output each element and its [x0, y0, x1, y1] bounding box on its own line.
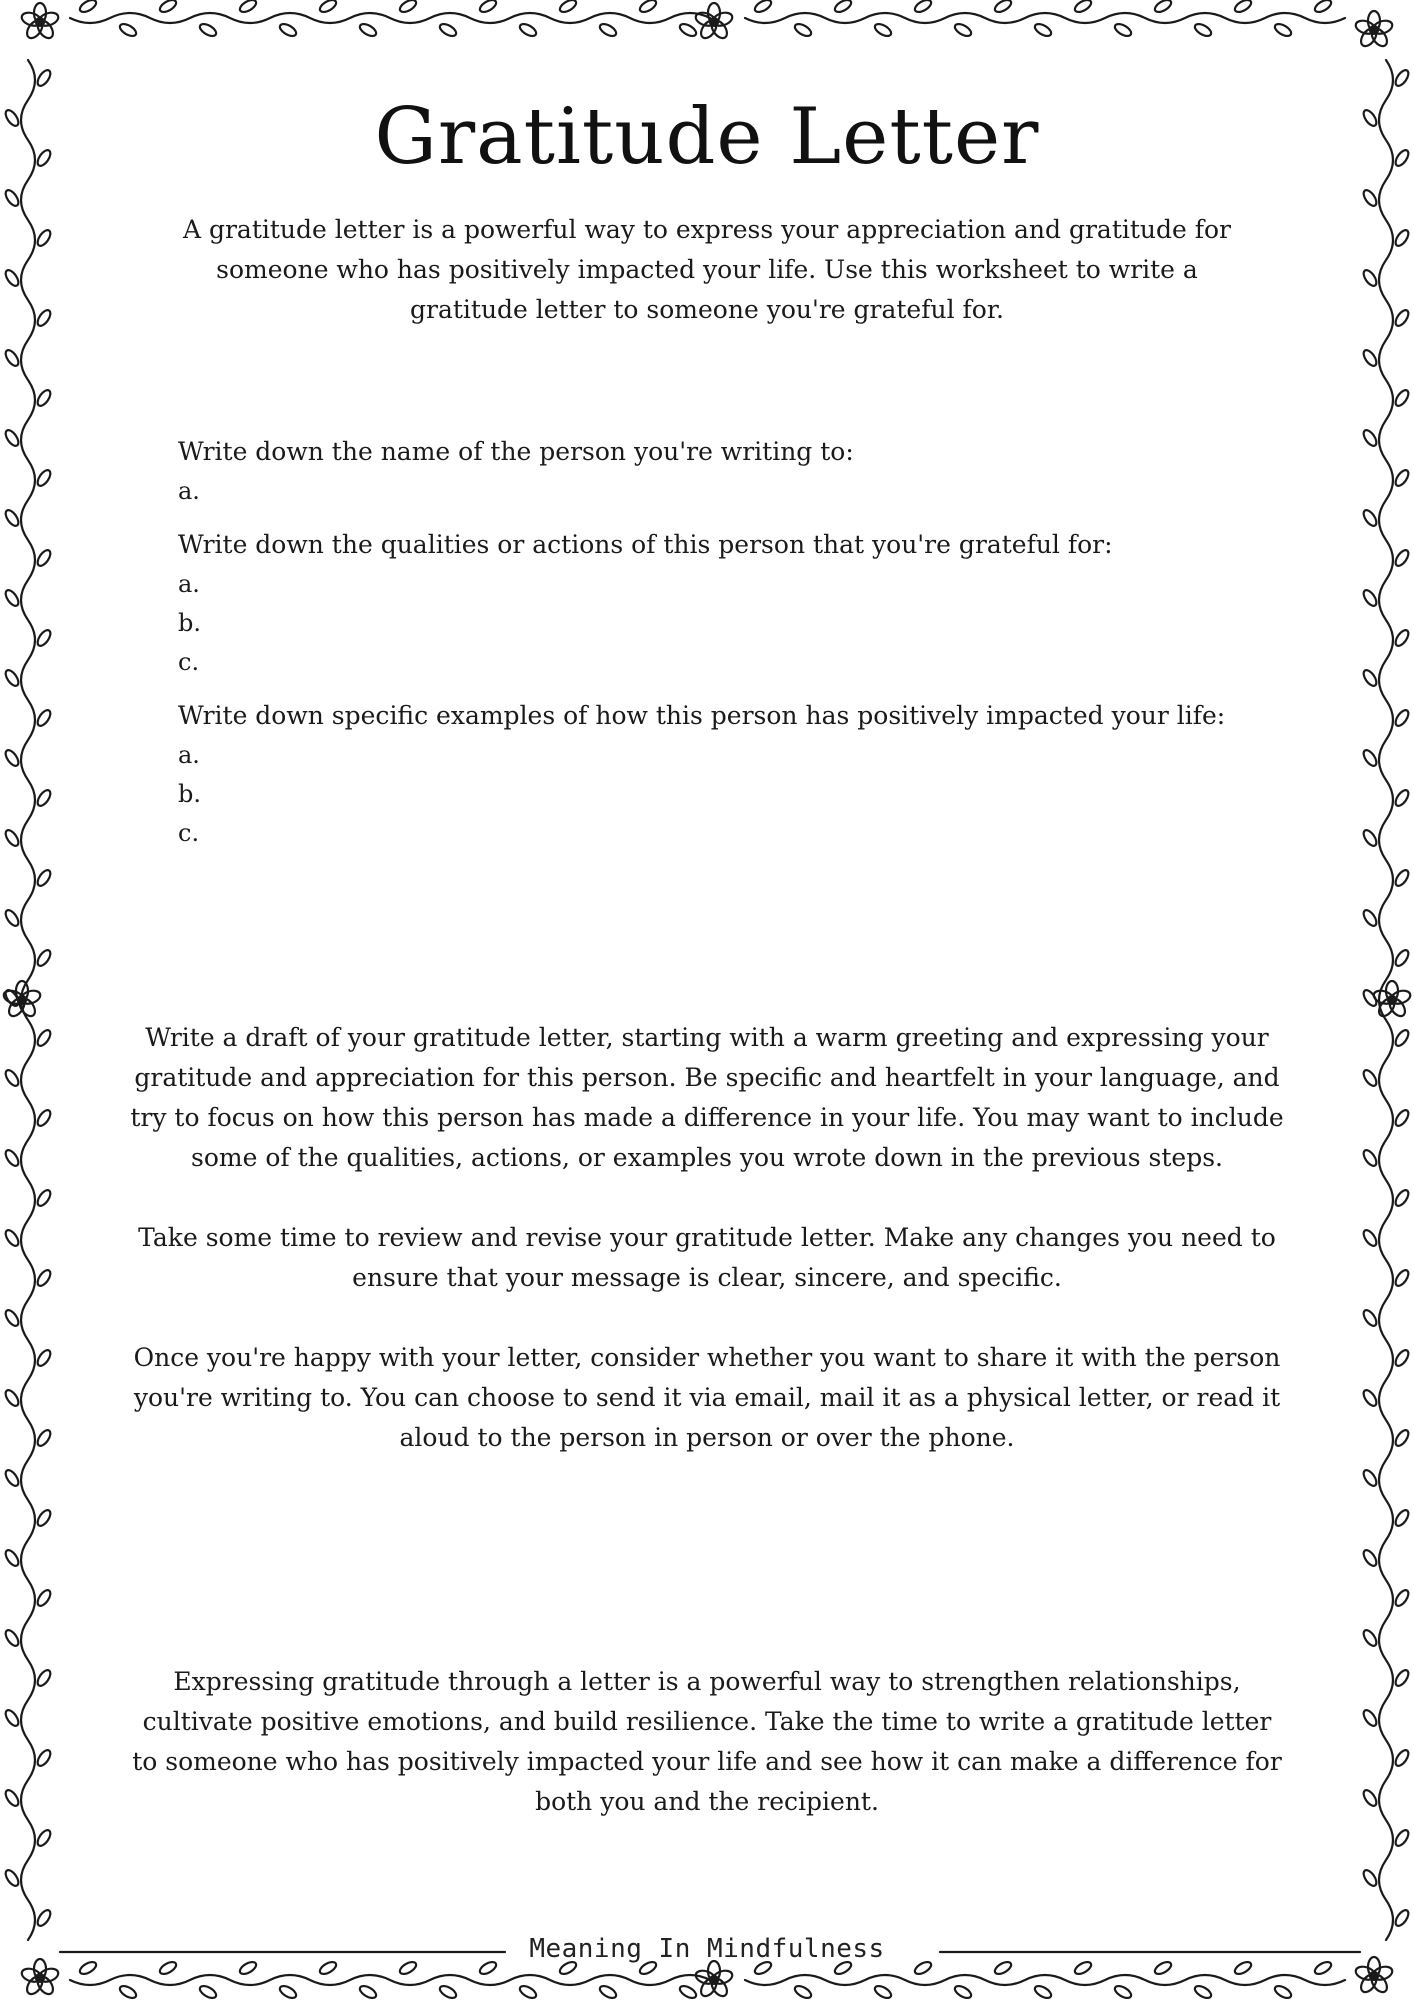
leaf-icon [1361, 428, 1379, 448]
leaf-icon [1361, 1148, 1379, 1168]
leaf-icon [1361, 668, 1379, 688]
instruction-revise: Take some time to review and revise your gratitude letter. Make any changes you need to ensure that your message is clear, sincere, and specific. [138, 1223, 1276, 1292]
leaf-icon [793, 1984, 813, 2000]
question-text: Write down specific examples of how this person has positively impacted your life: [178, 701, 1226, 730]
leaf-icon [3, 908, 21, 928]
flower-corner-icon [20, 3, 60, 41]
question-item [178, 432, 1278, 511]
leaf-icon [35, 1108, 53, 1128]
leaf-icon [1361, 1308, 1379, 1328]
leaf-icon [1393, 1588, 1411, 1608]
vine-segment [745, 1975, 1345, 1985]
leaf-icon [358, 22, 378, 39]
leaf-icon [35, 948, 53, 968]
leaf-icon [3, 188, 21, 208]
leaf-icon [1113, 22, 1133, 39]
leaf-icon [1361, 1468, 1379, 1488]
leaf-icon [1393, 228, 1411, 248]
leaf-icon [1361, 1228, 1379, 1248]
leaf-icon [1113, 1984, 1133, 2000]
leaf-icon [1393, 628, 1411, 648]
leaf-icon [1393, 868, 1411, 888]
instruction-draft: Write a draft of your gratitude letter, starting with a warm greeting and expressing your gratitude and appreciation for this person. Be specific and heartfelt in your language, and try to focus on how this person has made a difference in your life. You may want to include some of the qualities, actions, or examples you wrote down in the previous steps. [130, 1023, 1284, 1172]
leaf-icon [1361, 1788, 1379, 1808]
leaf-icon [3, 428, 21, 448]
leaf-icon [1361, 268, 1379, 288]
leaf-icon [1393, 68, 1411, 88]
leaf-icon [1361, 1388, 1379, 1408]
leaf-icon [35, 1028, 53, 1048]
leaf-icon [398, 0, 418, 14]
leaf-icon [35, 68, 53, 88]
leaf-icon [1393, 1748, 1411, 1768]
leaf-icon [1361, 828, 1379, 848]
leaf-icon [438, 1984, 458, 2000]
leaf-icon [35, 1828, 53, 1848]
flower-corner-icon [20, 1959, 60, 1997]
leaf-icon [1393, 1668, 1411, 1688]
leaf-icon [1361, 508, 1379, 528]
leaf-icon [35, 868, 53, 888]
leaf-icon [35, 1508, 53, 1528]
leaf-icon [1361, 908, 1379, 928]
leaf-icon [198, 22, 218, 39]
leaf-icon [278, 1984, 298, 2000]
leaf-icon [3, 828, 21, 848]
question-item [178, 525, 1278, 682]
leaf-icon [35, 628, 53, 648]
leaf-icon [1393, 388, 1411, 408]
question-text: Write down the name of the person you're writing to: [178, 437, 854, 466]
leaf-icon [873, 22, 893, 39]
leaf-icon [1361, 748, 1379, 768]
leaf-icon [953, 1984, 973, 2000]
leaf-icon [993, 0, 1013, 14]
leaf-icon [438, 22, 458, 39]
closing-paragraph: Expressing gratitude through a letter is a powerful way to strengthen relationships, cultivate positive emotions, and build resilience. Take the time to write a gratitude letter to someone who has positively impacted your life and see how it can make a difference for both you and the recipient. [132, 1667, 1282, 1816]
leaf-icon [3, 1148, 21, 1168]
leaf-icon [35, 1268, 53, 1288]
leaf-icon [35, 228, 53, 248]
leaf-icon [1361, 348, 1379, 368]
answer-line[interactable]: a. [178, 570, 200, 598]
question-item [178, 696, 1278, 853]
leaf-icon [3, 1868, 21, 1888]
leaf-icon [358, 1984, 378, 2000]
leaf-icon [598, 22, 618, 39]
leaf-icon [1361, 1068, 1379, 1088]
leaf-icon [238, 0, 258, 14]
leaf-icon [1033, 1984, 1053, 2000]
leaf-icon [518, 22, 538, 39]
leaf-icon [158, 0, 178, 14]
leaf-icon [1393, 548, 1411, 568]
leaf-icon [35, 1908, 53, 1928]
vine-segment [70, 13, 710, 23]
leaf-icon [518, 1984, 538, 2000]
leaf-icon [1393, 948, 1411, 968]
leaf-icon [35, 548, 53, 568]
leaf-icon [1393, 1428, 1411, 1448]
leaf-icon [1393, 788, 1411, 808]
footer-brand: Meaning In Mindfulness [529, 1934, 885, 1964]
leaf-icon [1393, 1108, 1411, 1128]
leaf-icon [35, 1668, 53, 1688]
question-list [178, 432, 1278, 853]
leaf-icon [35, 788, 53, 808]
leaf-icon [1361, 1708, 1379, 1728]
leaf-icon [1073, 0, 1093, 14]
leaf-icon [1393, 1028, 1411, 1048]
leaf-icon [1313, 0, 1333, 14]
answer-line[interactable]: c. [178, 648, 200, 676]
leaf-icon [1153, 0, 1173, 14]
leaf-icon [1273, 22, 1293, 39]
leaf-icon [35, 1588, 53, 1608]
leaf-icon [1361, 1868, 1379, 1888]
leaf-icon [1393, 1828, 1411, 1848]
answer-line[interactable]: c. [178, 819, 200, 847]
flower-corner-icon [1354, 11, 1394, 49]
leaf-icon [3, 748, 21, 768]
leaf-icon [678, 22, 698, 39]
leaf-icon [678, 1984, 698, 2000]
leaf-icon [1393, 468, 1411, 488]
leaf-icon [3, 1468, 21, 1488]
leaf-icon [3, 1388, 21, 1408]
vine-segment [70, 1975, 710, 1985]
leaf-icon [1393, 708, 1411, 728]
leaf-icon [953, 22, 973, 39]
leaf-icon [35, 388, 53, 408]
leaf-icon [3, 668, 21, 688]
leaf-icon [318, 0, 338, 14]
leaf-icon [1393, 1508, 1411, 1528]
leaf-icon [3, 1788, 21, 1808]
page-title: Gratitude Letter [374, 92, 1040, 182]
leaf-icon [3, 1548, 21, 1568]
leaf-icon [1393, 308, 1411, 328]
leaf-icon [35, 1348, 53, 1368]
leaf-icon [1361, 1548, 1379, 1568]
leaf-icon [118, 1984, 138, 2000]
leaf-icon [3, 1628, 21, 1648]
flower-corner-icon [694, 1961, 734, 1999]
leaf-icon [1393, 1348, 1411, 1368]
leaf-icon [793, 22, 813, 39]
leaf-icon [3, 588, 21, 608]
leaf-icon [118, 22, 138, 39]
answer-line[interactable]: a. [178, 741, 200, 769]
leaf-icon [873, 1984, 893, 2000]
leaf-icon [35, 1428, 53, 1448]
leaf-icon [1033, 22, 1053, 39]
leaf-icon [638, 0, 658, 14]
leaf-icon [3, 1708, 21, 1728]
instructions-block [130, 1018, 1284, 1498]
leaf-icon [278, 22, 298, 39]
flower-corner-icon [694, 3, 734, 41]
leaf-icon [558, 0, 578, 14]
leaf-icon [598, 1984, 618, 2000]
leaf-icon [1273, 1984, 1293, 2000]
leaf-icon [78, 0, 98, 14]
leaf-icon [35, 1748, 53, 1768]
leaf-icon [3, 268, 21, 288]
leaf-icon [35, 308, 53, 328]
leaf-icon [833, 0, 853, 14]
leaf-icon [1193, 1984, 1213, 2000]
leaf-icon [35, 708, 53, 728]
leaf-icon [1361, 1628, 1379, 1648]
instruction-share: Once you're happy with your letter, consider whether you want to share it with the person you're writing to. You can choose to send it via email, mail it as a physical letter, or read it aloud to the person in person or over the phone. [133, 1343, 1281, 1452]
leaf-icon [3, 348, 21, 368]
leaf-icon [1193, 22, 1213, 39]
question-text: Write down the qualities or actions of this person that you're grateful for: [178, 530, 1113, 559]
leaf-icon [1393, 1908, 1411, 1928]
leaf-icon [1361, 188, 1379, 208]
leaf-icon [3, 508, 21, 528]
leaf-icon [1393, 1268, 1411, 1288]
leaf-icon [478, 0, 498, 14]
answer-line[interactable]: a. [178, 477, 200, 505]
leaf-icon [35, 468, 53, 488]
leaf-icon [1233, 0, 1253, 14]
vine-segment [745, 13, 1345, 23]
leaf-icon [198, 1984, 218, 2000]
leaf-icon [1393, 1188, 1411, 1208]
leaf-icon [3, 1068, 21, 1088]
leaf-icon [3, 1308, 21, 1328]
leaf-icon [1361, 588, 1379, 608]
leaf-icon [753, 0, 773, 14]
leaf-icon [913, 0, 933, 14]
leaf-icon [35, 1188, 53, 1208]
answer-line[interactable]: b. [178, 609, 201, 637]
leaf-icon [3, 1228, 21, 1248]
answer-line[interactable]: b. [178, 780, 201, 808]
intro-paragraph: A gratitude letter is a powerful way to express your appreciation and gratitude for someone who has positively impacted your life. Use this worksheet to write a gratitude letter to someone you're grateful for. [182, 215, 1232, 324]
